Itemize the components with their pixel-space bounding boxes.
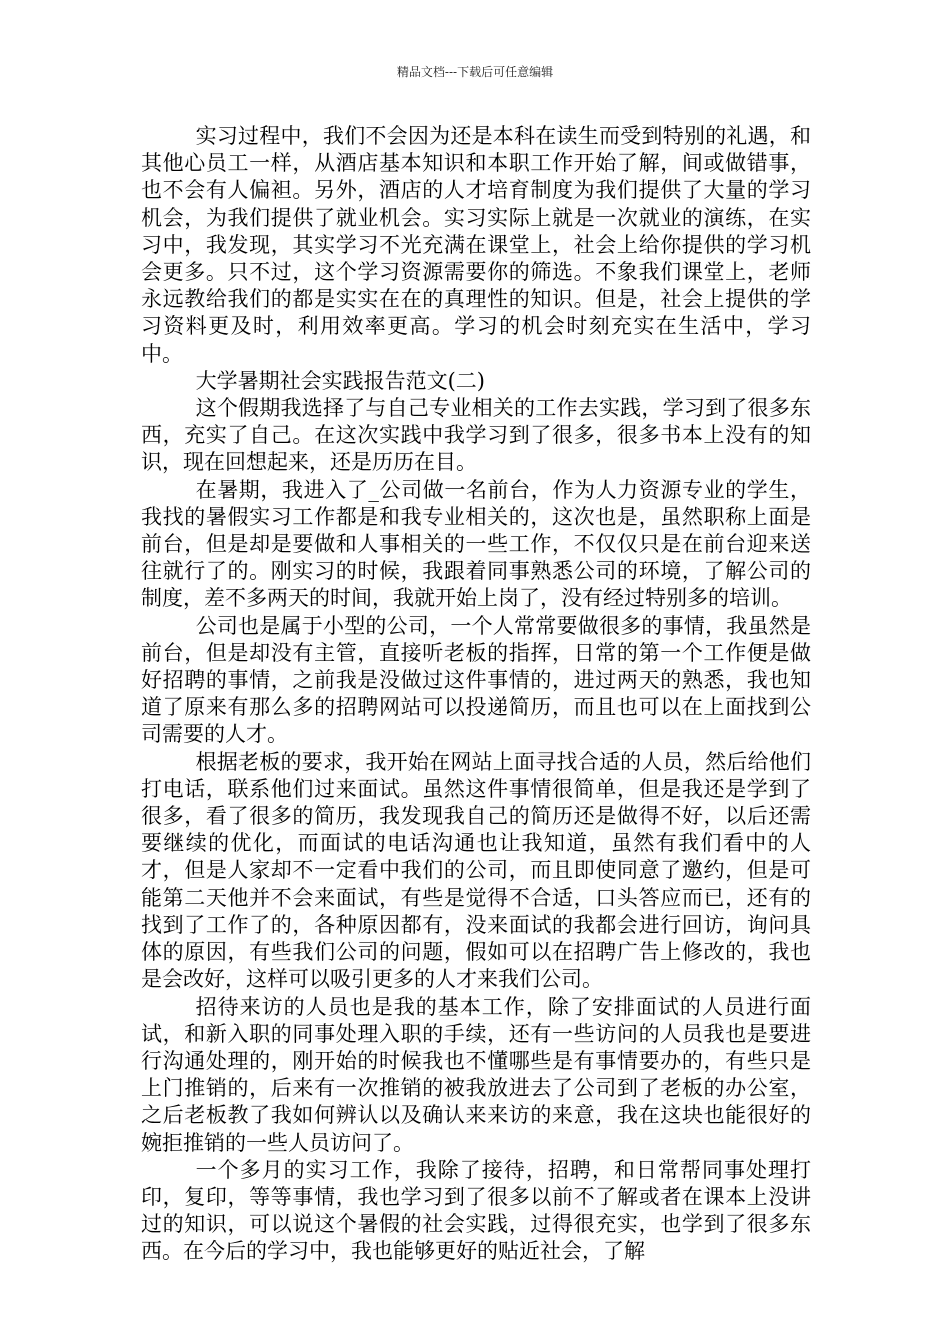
paragraph-recruiting: 根据老板的要求，我开始在网站上面寻找合适的人员，然后给他们打电话，联系他们过来面试。虽然这件事情很简单，但是我还是学到了很多，看了很多的简历，我发现我自己的简历还是做得不好，以后还需要继续的优化，而面试的电话沟通也让我知道，虽然有我们看中的人才，但是人家却不一定看中我们的公司，而且即使同意了邀约，但是可能第二天他并不会来面试，有些是觉得不合适，口头答应而已，还有的找到了工作了的，各种原因都有，没来面试的我都会进行回访，询问具体的原因，有些我们公司的问题，假如可以在招聘广告上修改的，我也是会改好，这样可以吸引更多的人才来我们公司。 xyxy=(141,749,811,992)
paragraph-small-company: 公司也是属于小型的公司，一个人常常要做很多的事情，我虽然是前台，但是却没有主管，直接听老板的指挥，日常的第一个工作便是做好招聘的事情，之前我是没做过这件事情的，进过两天的熟悉，我也知道了原来有那么多的招聘网站可以投递简历，而且也可以在上面找到公司需要的人才。 xyxy=(141,613,811,747)
document-body xyxy=(141,123,811,1266)
paragraph-front-desk-job: 在暑期，我进入了_公司做一名前台，作为人力资源专业的学生，我找的暑假实习工作都是和我专业相关的，这次也是，虽然职称上面是前台，但是却是要做和人事相关的一些工作，不仅仅只是在前台迎来送往就行了的。刚实习的时候，我跟着同事熟悉公司的环境，了解公司的制度，差不多两天的时间，我就开始上岗了，没有经过特别多的培训。 xyxy=(141,477,811,611)
paragraph-summary: 一个多月的实习工作，我除了接待，招聘，和日常帮同事处理打印，复印，等等事情，我也学习到了很多以前不了解或者在课本上没讲过的知识，可以说这个暑假的社会实践，过得很充实，也学到了很多东西。在今后的学习中，我也能够更好的贴近社会，了解 xyxy=(141,1157,811,1264)
paragraph-vacation-practice: 这个假期我选择了与自己专业相关的工作去实践，学习到了很多东西，充实了自己。在这次实践中我学习到了很多，很多书本上没有的知识，现在回想起来，还是历历在目。 xyxy=(141,396,811,475)
page-header: 精品文档---下载后可任意编辑 xyxy=(396,65,554,79)
section-heading: 大学暑期社会实践报告范文(二) xyxy=(195,368,485,393)
paragraph-internship-learning: 实习过程中，我们不会因为还是本科在读生而受到特别的礼遇，和其他心员工一样，从酒店基本知识和本职工作开始了解，间或做错事，也不会有人偏袒。另外，酒店的人才培育制度为我们提供了大量的学习机会，为我们提供了就业机会。实习实际上就是一次就业的演练，在实习中，我发现，其实学习不光充满在课堂上，社会上给你提供的学习机会更多。只不过，这个学习资源需要你的筛选。不象我们课堂上，老师永远教给我们的都是实实在在的真理性的知识。但是，社会上提供的学习资料更及时，利用效率更高。学习的机会时刻充实在生活中，学习中。 xyxy=(141,124,811,366)
paragraph-reception: 招待来访的人员也是我的基本工作，除了安排面试的人员进行面试，和新入职的同事处理入职的手续，还有一些访问的人员我也是要进行沟通处理的，刚开始的时候我也不懂哪些是有事情要办的，有些只是上门推销的，后来有一次推销的被我放进去了公司到了老板的办公室，之后老板教了我如何辨认以及确认来来访的来意，我在这块也能很好的婉拒推销的一些人员访问了。 xyxy=(141,994,811,1155)
